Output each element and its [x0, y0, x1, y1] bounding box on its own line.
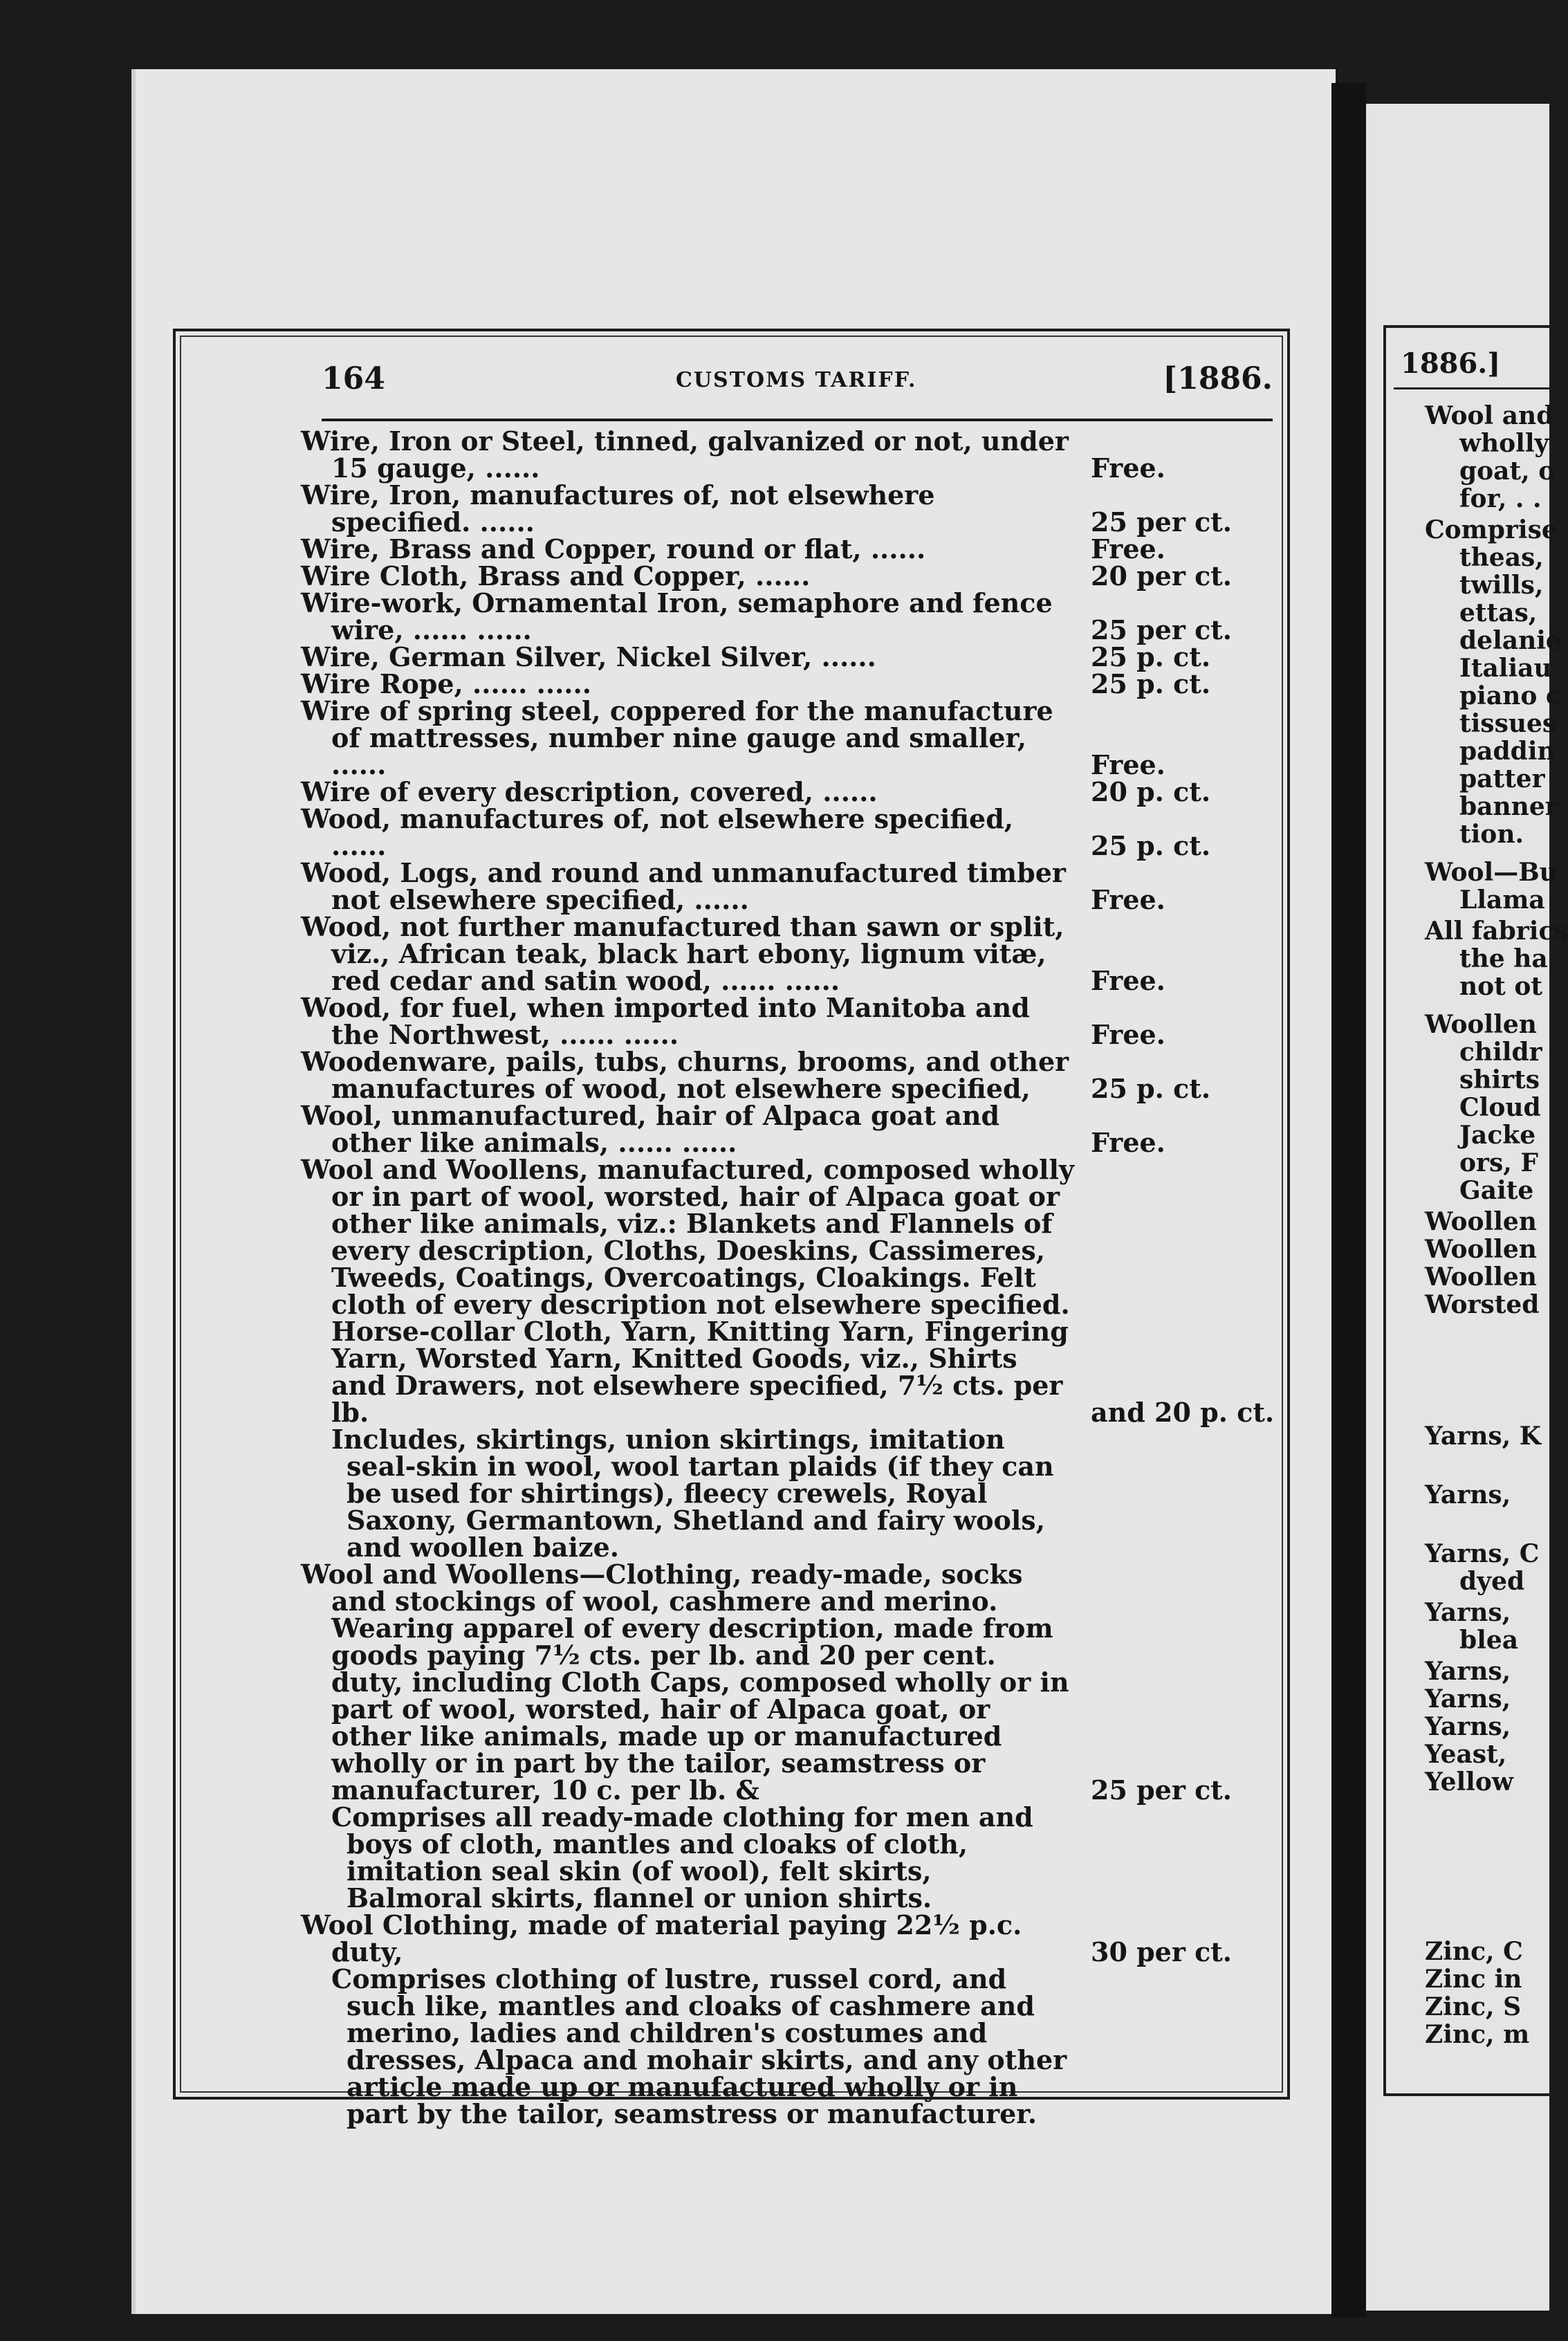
entry-text: Wool Clothing, made of material paying 22½ p.c. duty,: [301, 1909, 1022, 1967]
right-page-line: Worsted: [1425, 1290, 1540, 1319]
entry-text: Comprises clothing of lustre, russel cord, and such like, mantles and cloaks of cashmere and merino, ladies and children's costumes and dresses, Alpaca and mohair skirts, and any other article made up or manufactured wholly or in part by the tailor, seamstress or manufacturer.: [331, 1963, 1067, 2129]
right-page-line: Zinc, S: [1425, 1992, 1522, 2021]
running-head: CUSTOMS TARIFF.: [676, 368, 917, 392]
right-page-line: Cloud: [1459, 1093, 1541, 1122]
entry-text: Wool, unmanufactured, hair of Alpaca goat and other like animals, ...... ......: [301, 1100, 1000, 1158]
entry-text: Woodenware, pails, tubs, churns, brooms, and other manufactures of wood, not elsewhere specified,: [301, 1046, 1069, 1104]
right-page-line: paddin: [1459, 737, 1556, 766]
entry-duty: 25 per ct.: [1091, 614, 1233, 645]
entry-text: Wire Cloth, Brass and Copper, ......: [301, 560, 811, 591]
right-page-line: Yarns,: [1425, 1684, 1511, 1714]
entry-text: Wire-work, Ornamental Iron, semaphore and fence wire, ...... ......: [301, 587, 1053, 645]
right-page-line: Woollen: [1425, 1263, 1537, 1292]
right-page-line: Yarns, K: [1425, 1422, 1541, 1451]
right-page-line: for, . .: [1459, 484, 1542, 513]
entry-text: Wire of spring steel, coppered for the manufacture of mattresses, number nine gauge and smaller, ......: [301, 695, 1053, 780]
right-page-line: Yeast,: [1425, 1740, 1507, 1769]
entry-duty: 25 p. ct.: [1091, 1073, 1211, 1104]
tariff-entry: [301, 1559, 1273, 1806]
tariff-note: [301, 1426, 1273, 1561]
tariff-entry: [301, 670, 1273, 697]
entry-duty: Free.: [1091, 1019, 1165, 1050]
right-header-rule: [1394, 387, 1549, 389]
right-page-line: tion.: [1459, 820, 1524, 849]
entry-text: Wool and Woollens—Clothing, ready-made, socks and stockings of wool, cashmere and merino. Wearing apparel of every description, made from goods paying 7½ cts. per lb. and 20 per cent. duty, including Cloth Caps, composed wholly or in part of wool, worsted, hair of Alpaca goat, or other like animals, made up or manufactured wholly or in part by the tailor, seamstress or manufacturer, 10 c. per lb. &: [301, 1559, 1069, 1806]
right-page-line: Yarns,: [1425, 1657, 1511, 1686]
right-page-line: Zinc, C: [1425, 1937, 1523, 1966]
tariff-entry: [301, 425, 1273, 484]
page-number: 164: [322, 361, 385, 396]
right-page-line: not ot: [1459, 972, 1542, 1001]
right-page-line: banner: [1459, 792, 1558, 821]
entry-duty: 20 p. ct.: [1091, 776, 1211, 807]
tariff-entry: [301, 913, 1273, 994]
right-page-line: Yarns,: [1425, 1712, 1511, 1741]
right-page-line: Wool—Bu: [1425, 858, 1558, 887]
entry-text: Wire Rope, ...... ......: [301, 668, 591, 699]
entry-duty: 25 per ct.: [1091, 506, 1233, 538]
tariff-entry: [301, 697, 1273, 778]
right-page-line: Yarns, C: [1425, 1539, 1540, 1568]
tariff-entry: [301, 778, 1273, 805]
right-page-line: Yarns,: [1425, 1598, 1511, 1627]
right-page-line: blea: [1459, 1626, 1519, 1655]
entry-text: Wire, German Silver, Nickel Silver, ......: [301, 641, 876, 672]
entry-text: Wire, Iron, manufactures of, not elsewhere specified. ......: [301, 479, 935, 538]
right-page-line: Italiau: [1459, 654, 1552, 683]
right-page-line: patter: [1459, 764, 1545, 793]
tariff-entry: [301, 1156, 1273, 1426]
right-page-line: ettas,: [1459, 598, 1538, 627]
tariff-entry: [301, 562, 1273, 589]
tariff-entry: [301, 479, 1273, 538]
right-page-line: piano c: [1459, 681, 1561, 710]
tariff-entry: [301, 589, 1273, 643]
right-page-line: twills,: [1459, 571, 1544, 600]
entry-text: Wire of every description, covered, ......: [301, 776, 878, 807]
right-page-year: 1886.]: [1401, 347, 1501, 380]
right-page-line: Llama: [1459, 885, 1545, 915]
header-year: [1886.: [1163, 361, 1273, 396]
right-page-line: wholly: [1459, 429, 1549, 458]
right-page-line: Yellow: [1425, 1768, 1513, 1797]
tariff-entry: [301, 535, 1273, 562]
header-rule: [322, 419, 1273, 421]
tariff-entry: [301, 859, 1273, 913]
right-page-line: theas,: [1459, 543, 1544, 572]
entry-text: Wood, Logs, and round and unmanufactured timber not elsewhere specified, ......: [301, 857, 1066, 915]
right-page-line: All fabrics: [1425, 917, 1568, 946]
entry-duty: Free.: [1091, 1127, 1165, 1158]
entry-duty: 30 per ct.: [1091, 1936, 1233, 1967]
right-page-line: Yarns,: [1425, 1480, 1511, 1509]
right-page-line: dyed: [1459, 1567, 1525, 1596]
right-page-line: Woollen: [1425, 1207, 1537, 1236]
entry-duty: Free.: [1091, 452, 1165, 484]
entry-duty: 25 p. ct.: [1091, 641, 1211, 672]
right-page-line: tissues: [1459, 709, 1557, 738]
tariff-entry: [301, 1102, 1273, 1156]
right-page-line: Jacke: [1459, 1121, 1536, 1150]
right-page-line: goat, o: [1459, 457, 1556, 486]
right-page-line: Gaite: [1459, 1176, 1534, 1205]
tariff-entry: [301, 643, 1273, 670]
right-page-line: delanie: [1459, 626, 1562, 655]
page-header: [322, 351, 1273, 407]
right-page-line: Comprise: [1425, 515, 1558, 544]
tariff-entry: [301, 805, 1273, 859]
tariff-note: [301, 1803, 1273, 1911]
entry-text: Wood, for fuel, when imported into Manitoba and the Northwest, ...... ......: [301, 992, 1030, 1050]
entry-duty: Free.: [1091, 965, 1165, 996]
tariff-entries: [301, 425, 1275, 2129]
right-page-line: Woollen: [1425, 1010, 1537, 1039]
entry-duty: 20 per ct.: [1091, 560, 1233, 591]
right-page-line: ors, F: [1459, 1148, 1538, 1177]
entry-duty: Free.: [1091, 884, 1165, 915]
tariff-entry: [301, 994, 1273, 1048]
right-page-line: childr: [1459, 1038, 1542, 1067]
tariff-entry: [301, 1048, 1273, 1102]
entry-duty: 25 p. ct.: [1091, 830, 1211, 861]
entry-text: Wire, Brass and Copper, round or flat, ......: [301, 533, 926, 564]
entry-text: Wood, manufactures of, not elsewhere specified, ......: [301, 803, 1014, 861]
tariff-note: [301, 1965, 1273, 2127]
entry-text: Wire, Iron or Steel, tinned, galvanized or not, under 15 gauge, ......: [301, 425, 1069, 484]
right-page-line: Zinc in: [1425, 1965, 1522, 1994]
right-page-line: Woollen: [1425, 1235, 1537, 1264]
entry-text: Wood, not further manufactured than sawn or split, viz., African teak, black hart ebony, lignum vitæ, red cedar and satin wood, ...... ......: [301, 911, 1064, 996]
right-page-line: Zinc, m: [1425, 2020, 1530, 2049]
right-page-line: shirts: [1459, 1065, 1540, 1094]
entry-text: Wool and Woollens, manufactured, composed wholly or in part of wool, worsted, hair of Alpaca goat or other like animals, viz.: Blankets and Flannels of every description, Cloths, Doeskins, Cassimeres, Tweeds, Coatings, Overcoatings, Cloakings. Felt cloth of every description not elsewhere specified. Horse-collar Cloth, Yarn, Knitting Yarn, Fingering Yarn, Worsted Yarn, Knitted Goods, viz., Shirts and Drawers, not elsewhere specified, 7½ cts. per lb.: [301, 1154, 1074, 1428]
entry-text: Includes, skirtings, union skirtings, imitation seal-skin in wool, wool tartan plaids (if they can be used for shirtings), fleecy crewels, Royal Saxony, Germantown, Shetland and fairy wools, and woollen baize.: [331, 1424, 1054, 1563]
entry-text: Comprises all ready-made clothing for men and boys of cloth, mantles and cloaks of cloth, imitation seal skin (of wool), felt skirts, Balmoral skirts, flannel or union shirts.: [331, 1801, 1033, 1913]
entry-duty: and 20 p. ct.: [1091, 1397, 1275, 1428]
entry-duty: 25 p. ct.: [1091, 668, 1211, 699]
entry-duty: Free.: [1091, 749, 1165, 780]
right-page-line: Wool and: [1425, 401, 1554, 430]
book-gutter: [1331, 83, 1366, 2317]
entry-duty: 25 per ct.: [1091, 1774, 1233, 1806]
tariff-entry: [301, 1911, 1273, 1965]
entry-duty: Free.: [1091, 533, 1165, 564]
right-page-line: the ha: [1459, 944, 1548, 973]
